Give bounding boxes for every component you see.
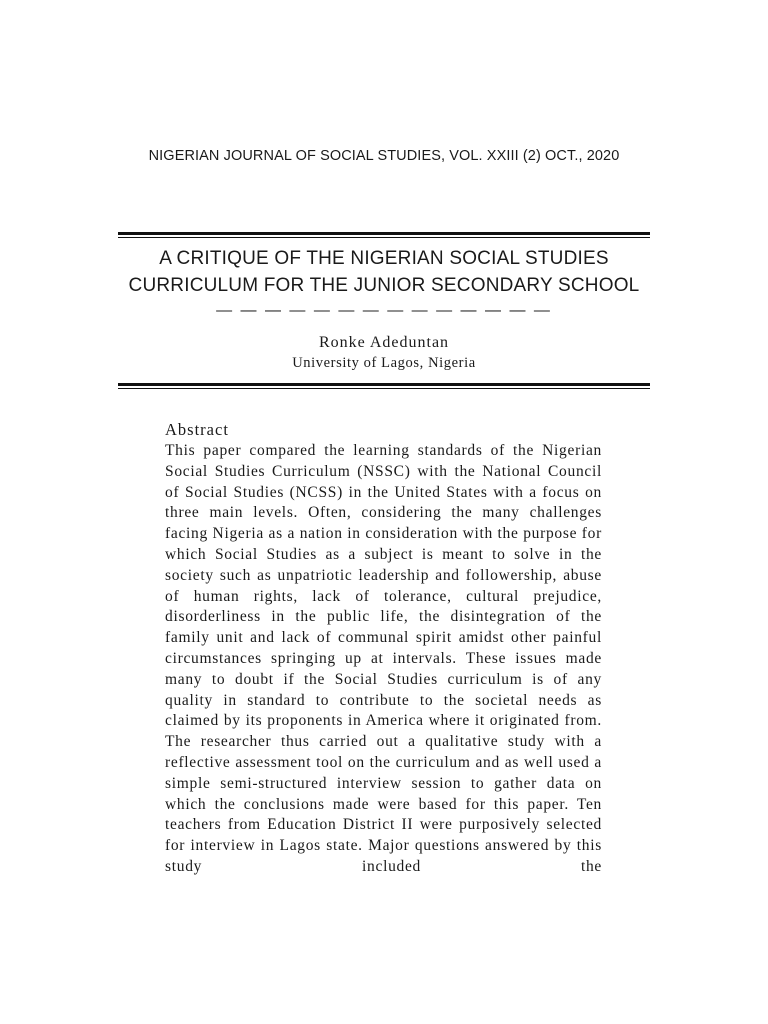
abstract-heading: Abstract — [165, 420, 229, 439]
title-line-2: CURRICULUM FOR THE JUNIOR SECONDARY SCHOOL — [128, 275, 640, 296]
journal-header: NIGERIAN JOURNAL OF SOCIAL STUDIES, VOL. XXIII (2) OCT., 2020 — [148, 148, 620, 164]
abstract-section — [165, 420, 602, 878]
title-bottom-rule — [118, 383, 650, 389]
title-line-1: A CRITIQUE OF THE NIGERIAN SOCIAL STUDIES — [159, 248, 609, 269]
title-top-rule — [118, 232, 650, 238]
abstract-body: This paper compared the learning standards of the Nigerian Social Studies Curriculum (NSSC) with the National Council of Social Studies (NCSS) in the United States with a focus on three main levels. Often, considering the many challenges facing Nigeria as a nation in consideration with the purpose for which Social Studies as a subject is meant to solve in the society such as unpatriotic leadership and followership, abuse of human rights, lack of tolerance, cultural prejudice, disorderliness in the public life, the disintegration of the family unit and lack of communal spirit amidst other painful circumstances springing up at intervals. These issues made many to doubt if the Social Studies curriculum is of any quality in standard to contribute to the societal needs as claimed by its proponents in America where it originated from. The researcher thus carried out a qualitative study with a reflective assessment tool on the curriculum and as well used a simple semi-structured interview session to gather data on which the conclusions made were based for this paper. Ten teachers from Education District II were purposively selected for interview in Lagos state. Major questions answered by this study included the — [165, 442, 602, 875]
paper-title — [118, 245, 650, 299]
author-affiliation: University of Lagos, Nigeria — [292, 355, 476, 371]
author-name: Ronke Adeduntan — [318, 334, 450, 351]
title-separator: — — — — — — — — — — — — — — — [216, 302, 552, 319]
